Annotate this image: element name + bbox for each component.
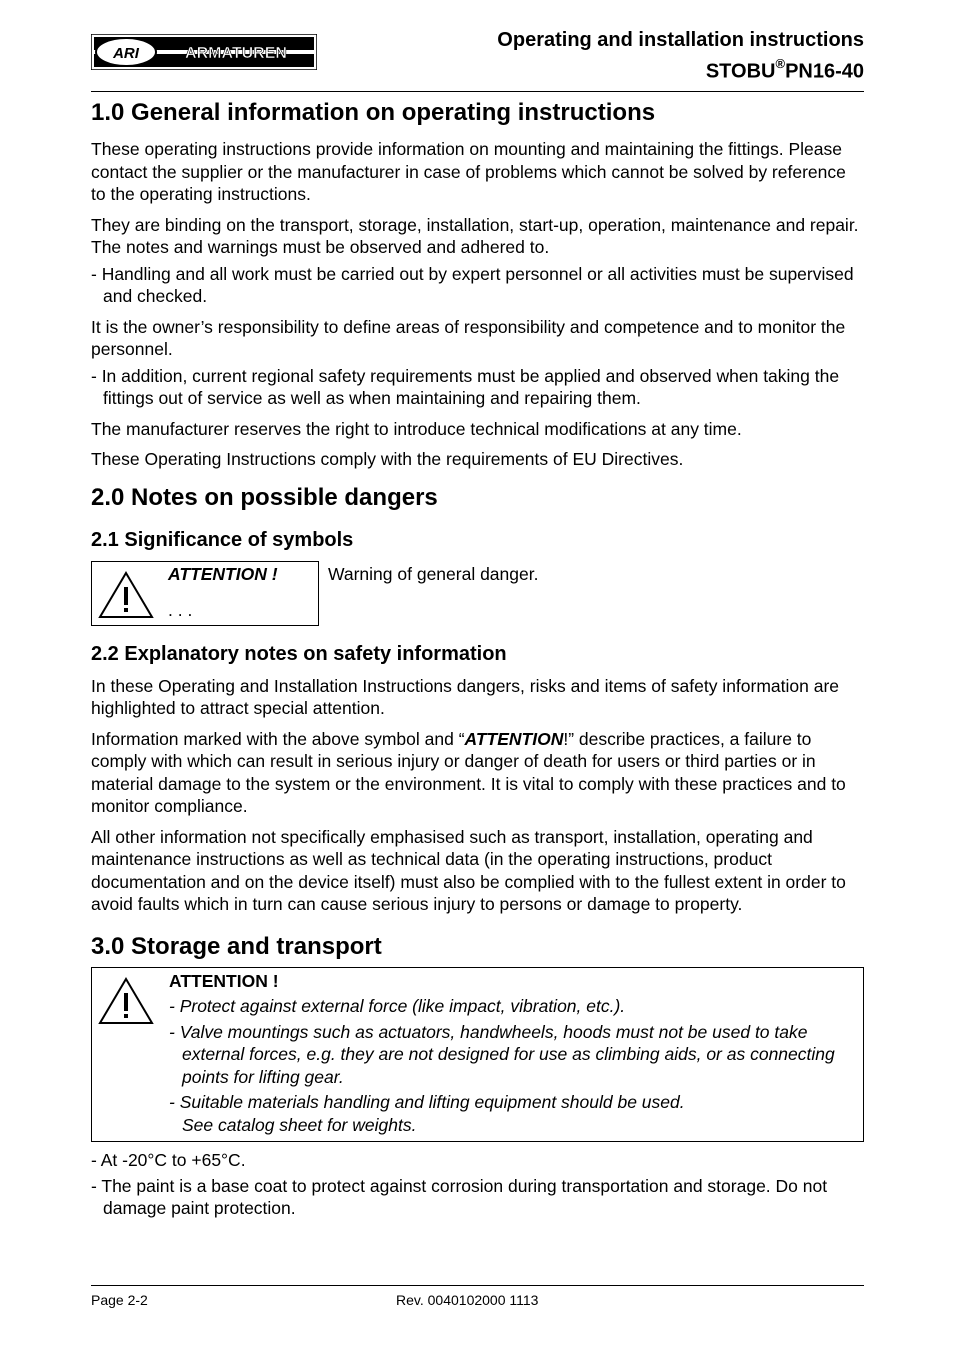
- ari-armaturen-logo: [91, 34, 317, 70]
- logo-mark: ARI: [113, 45, 139, 62]
- s1-paragraph-5: These Operating Instructions comply with the requirements of EU Directives.: [91, 449, 684, 469]
- title-product: STOBU: [705, 60, 776, 83]
- page-footer: [91, 1285, 864, 1315]
- title-line-1: Operating and installation instructions: [497, 29, 864, 51]
- s1-paragraph-2b: The notes and warnings must be observed and adhered to.: [91, 237, 550, 257]
- s2-p2-attention: ATTENTION: [464, 728, 564, 749]
- section-2-1-heading: 2.1 Significance of symbols: [91, 528, 354, 551]
- page-header: [91, 24, 864, 92]
- s2-paragraph-2: [91, 728, 864, 818]
- warning-triangle-icon: [97, 976, 155, 1026]
- s1-bullet-1: - Handling and all work must be carried out by expert personnel or all activities must be supervised and checked.: [91, 263, 854, 306]
- storage-attention-item-2: - Valve mountings such as actuators, handwheels, hoods must not be used to take external forces, e.g. they are not designed for use as climbing aids, or as connecting points for lifting gear.: [169, 1021, 835, 1087]
- section-2-2-heading: 2.2 Explanatory notes on safety information: [91, 642, 507, 665]
- storage-attention-item-3-line-2: See catalog sheet for weights.: [182, 1114, 417, 1135]
- section-3-heading: 3.0 Storage and transport: [91, 932, 382, 960]
- registered-mark: ®: [775, 56, 786, 71]
- s3-bullet-1: - At -20°C to +65°C.: [91, 1150, 246, 1170]
- storage-attention-item-3: - Suitable materials handling and lifting equipment should be used.: [169, 1092, 685, 1112]
- document-title: [497, 27, 864, 85]
- s2-p2-post: !” describe practices, a failure to comply with which can result in serious injury or danger of death for users or third parties or in material damage to the system or the environment. It is vital to comply with these practices and to monitor compliance.: [91, 728, 846, 816]
- s1-paragraph-2a: They are binding on the transport, storage, installation, start-up, operation, maintenance and repair.: [91, 214, 859, 235]
- warning-triangle-icon: [97, 570, 155, 620]
- logo-text: ARMATUREN: [185, 45, 287, 62]
- attention-symbol-box: [91, 561, 319, 626]
- section-1-heading: 1.0 General information on operating instructions: [91, 99, 656, 126]
- symbol-attention-label: ATTENTION !: [168, 563, 278, 584]
- revision-number: Rev. 0040102000 1113: [396, 1292, 539, 1308]
- title-line-2: [497, 53, 864, 85]
- s1-paragraph-1: These operating instructions provide information on mounting and maintaining the fittings. Please contact the supplier or the manufacturer in case of problems which cannot be solved by reference to the operating instructions.: [91, 139, 846, 204]
- s1-paragraph-4: The manufacturer reserves the right to introduce technical modifications at any time.: [91, 418, 742, 439]
- s1-paragraph-3: It is the owner’s responsibility to define areas of responsibility and competence and to monitor the personnel.: [91, 316, 846, 359]
- s2-paragraph-3: All other information not specifically emphasised such as transport, installation, operating and maintenance instructions as well as technical data (in the operating instructions, product documentation and on the device itself) must also be complied with to the fullest extent in order to avoid faults which in turn can cause serious injury to persons or damage to property.: [91, 826, 846, 914]
- symbol-legend: [91, 561, 864, 626]
- symbol-dots: . . .: [168, 599, 193, 620]
- s2-paragraph-1: In these Operating and Installation Instructions dangers, risks and items of safety information are highlighted to attract special attention.: [91, 675, 840, 718]
- title-model: PN16-40: [785, 60, 864, 83]
- s3-bullet-2: - The paint is a base coat to protect against corrosion during transportation and storage. Do not damage paint protection.: [91, 1175, 828, 1218]
- storage-attention-title: ATTENTION !: [169, 970, 279, 991]
- storage-attention-box: [91, 967, 864, 1143]
- page-number: Page 2-2: [91, 1292, 148, 1308]
- s2-p2-pre: Information marked with the above symbol and “: [91, 728, 465, 749]
- symbol-description: Warning of general danger.: [328, 563, 539, 584]
- storage-attention-item-1: - Protect against external force (like impact, vibration, etc.).: [169, 996, 626, 1016]
- document-page: [91, 24, 864, 1220]
- section-2-heading: 2.0 Notes on possible dangers: [91, 483, 438, 511]
- s1-bullet-2: - In addition, current regional safety requirements must be applied and observed when taking the fittings out of service as well as when maintaining and repairing them.: [91, 365, 840, 408]
